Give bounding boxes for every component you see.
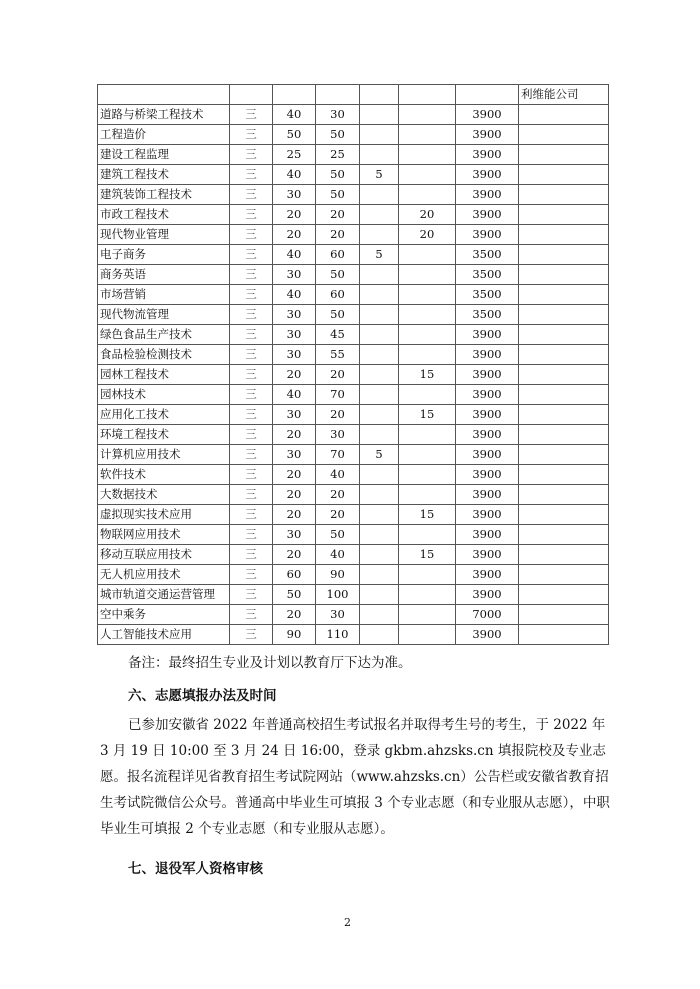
- cell-fee: 3500: [456, 245, 519, 265]
- cell-name: 建筑工程技术: [98, 165, 230, 185]
- cell-a: 30: [273, 405, 316, 425]
- cell-b: 25: [316, 145, 360, 165]
- cell-a: [273, 85, 316, 105]
- cell-a: 90: [273, 625, 316, 645]
- cell-c: [360, 265, 399, 285]
- cell-name: 计算机应用技术: [98, 445, 230, 465]
- cell-a: 25: [273, 145, 316, 165]
- cell-a: 30: [273, 325, 316, 345]
- cell-note: [519, 145, 609, 165]
- cell-a: 30: [273, 345, 316, 365]
- cell-name: 商务英语: [98, 265, 230, 285]
- cell-a: 20: [273, 425, 316, 445]
- cell-d: [399, 125, 456, 145]
- cell-a: 40: [273, 285, 316, 305]
- cell-note: [519, 185, 609, 205]
- cell-b: 50: [316, 265, 360, 285]
- cell-name: 建设工程监理: [98, 145, 230, 165]
- cell-note: [519, 425, 609, 445]
- table-row: [98, 585, 609, 605]
- cell-a: 20: [273, 505, 316, 525]
- cell-note: [519, 365, 609, 385]
- enrollment-plan-table: [97, 84, 609, 645]
- cell-c: 5: [360, 165, 399, 185]
- cell-a: 60: [273, 565, 316, 585]
- table-row: [98, 245, 609, 265]
- cell-name: 现代物流管理: [98, 305, 230, 325]
- cell-name: 道路与桥梁工程技术: [98, 105, 230, 125]
- cell-name: 环境工程技术: [98, 425, 230, 445]
- cell-note: [519, 245, 609, 265]
- table-row-continued: [98, 85, 609, 105]
- cell-years: 三: [230, 525, 273, 545]
- cell-c: 5: [360, 445, 399, 465]
- cell-a: 40: [273, 165, 316, 185]
- cell-c: [360, 405, 399, 425]
- section-7-heading: 七、退役军人资格审核: [128, 861, 263, 877]
- cell-d: [399, 385, 456, 405]
- cell-fee: 3900: [456, 625, 519, 645]
- cell-b: 110: [316, 625, 360, 645]
- cell-name: 市政工程技术: [98, 205, 230, 225]
- cell-b: 20: [316, 365, 360, 385]
- cell-fee: 3900: [456, 505, 519, 525]
- cell-note: [519, 605, 609, 625]
- cell-note: 利维能公司: [519, 85, 609, 105]
- cell-years: 三: [230, 465, 273, 485]
- cell-b: 50: [316, 525, 360, 545]
- table-row: [98, 305, 609, 325]
- cell-note: [519, 265, 609, 285]
- cell-d: [399, 445, 456, 465]
- cell-a: 50: [273, 585, 316, 605]
- cell-note: [519, 565, 609, 585]
- cell-b: 60: [316, 245, 360, 265]
- cell-name: 市场营销: [98, 285, 230, 305]
- table-row: [98, 125, 609, 145]
- cell-name: 软件技术: [98, 465, 230, 485]
- cell-fee: 3900: [456, 385, 519, 405]
- cell-b: 50: [316, 185, 360, 205]
- cell-a: 20: [273, 545, 316, 565]
- cell-fee: [456, 85, 519, 105]
- cell-b: 30: [316, 105, 360, 125]
- cell-a: 30: [273, 185, 316, 205]
- cell-years: [230, 85, 273, 105]
- cell-years: 三: [230, 145, 273, 165]
- cell-note: [519, 385, 609, 405]
- cell-c: [360, 185, 399, 205]
- cell-name: 物联网应用技术: [98, 525, 230, 545]
- cell-fee: 3900: [456, 105, 519, 125]
- cell-d: [399, 165, 456, 185]
- cell-c: [360, 585, 399, 605]
- cell-a: 30: [273, 445, 316, 465]
- cell-note: [519, 285, 609, 305]
- cell-c: [360, 505, 399, 525]
- section-6-heading: 六、志愿填报办法及时间: [128, 688, 277, 704]
- cell-name: 移动互联应用技术: [98, 545, 230, 565]
- cell-name: 园林工程技术: [98, 365, 230, 385]
- cell-b: 55: [316, 345, 360, 365]
- cell-d: 15: [399, 405, 456, 425]
- cell-fee: 3500: [456, 265, 519, 285]
- cell-a: 30: [273, 265, 316, 285]
- cell-b: 100: [316, 585, 360, 605]
- cell-fee: 3900: [456, 345, 519, 365]
- cell-years: 三: [230, 285, 273, 305]
- cell-note: [519, 465, 609, 485]
- cell-fee: 3900: [456, 485, 519, 505]
- cell-note: [519, 345, 609, 365]
- table-row: [98, 225, 609, 245]
- table-row: [98, 325, 609, 345]
- cell-name: 建筑装饰工程技术: [98, 185, 230, 205]
- cell-d: [399, 525, 456, 545]
- cell-years: 三: [230, 265, 273, 285]
- table-row: [98, 165, 609, 185]
- cell-a: 20: [273, 365, 316, 385]
- cell-note: [519, 325, 609, 345]
- cell-years: 三: [230, 325, 273, 345]
- cell-years: 三: [230, 205, 273, 225]
- cell-years: 三: [230, 445, 273, 465]
- cell-a: 30: [273, 305, 316, 325]
- cell-years: 三: [230, 565, 273, 585]
- table-row: [98, 525, 609, 545]
- cell-b: 20: [316, 405, 360, 425]
- cell-name: 应用化工技术: [98, 405, 230, 425]
- cell-years: 三: [230, 585, 273, 605]
- cell-c: [360, 205, 399, 225]
- cell-b: 50: [316, 305, 360, 325]
- cell-d: [399, 305, 456, 325]
- cell-note: [519, 585, 609, 605]
- table-row: [98, 625, 609, 645]
- cell-c: [360, 385, 399, 405]
- cell-d: 15: [399, 505, 456, 525]
- cell-c: [360, 525, 399, 545]
- cell-years: 三: [230, 425, 273, 445]
- cell-fee: 3900: [456, 205, 519, 225]
- cell-fee: 3500: [456, 285, 519, 305]
- cell-years: 三: [230, 485, 273, 505]
- cell-fee: 7000: [456, 605, 519, 625]
- cell-c: 5: [360, 245, 399, 265]
- cell-fee: 3900: [456, 405, 519, 425]
- cell-b: 70: [316, 385, 360, 405]
- cell-note: [519, 205, 609, 225]
- cell-fee: 3900: [456, 585, 519, 605]
- cell-b: 20: [316, 505, 360, 525]
- table-row: [98, 185, 609, 205]
- cell-b: 45: [316, 325, 360, 345]
- cell-note: [519, 105, 609, 125]
- cell-years: 三: [230, 385, 273, 405]
- cell-fee: 3900: [456, 225, 519, 245]
- cell-note: [519, 125, 609, 145]
- cell-c: [360, 365, 399, 385]
- table-row: [98, 545, 609, 565]
- cell-b: 50: [316, 125, 360, 145]
- table-row: [98, 485, 609, 505]
- cell-a: 20: [273, 225, 316, 245]
- cell-b: 20: [316, 225, 360, 245]
- cell-d: [399, 605, 456, 625]
- page-number: 2: [344, 916, 351, 929]
- cell-years: 三: [230, 625, 273, 645]
- cell-d: [399, 625, 456, 645]
- cell-c: [360, 325, 399, 345]
- cell-fee: 3500: [456, 305, 519, 325]
- cell-years: 三: [230, 125, 273, 145]
- table-row: [98, 265, 609, 285]
- cell-d: [399, 245, 456, 265]
- cell-b: 60: [316, 285, 360, 305]
- table-row: [98, 505, 609, 525]
- cell-c: [360, 145, 399, 165]
- cell-name: 虚拟现实技术应用: [98, 505, 230, 525]
- cell-d: 20: [399, 225, 456, 245]
- cell-name: 大数据技术: [98, 485, 230, 505]
- cell-name: 绿色食品生产技术: [98, 325, 230, 345]
- cell-d: [399, 105, 456, 125]
- cell-a: 20: [273, 465, 316, 485]
- cell-fee: 3900: [456, 565, 519, 585]
- cell-note: [519, 625, 609, 645]
- remark: 备注：最终招生专业及计划以教育厅下达为准。: [128, 655, 412, 671]
- cell-c: [360, 545, 399, 565]
- cell-d: [399, 285, 456, 305]
- cell-d: [399, 565, 456, 585]
- cell-note: [519, 305, 609, 325]
- cell-name: [98, 85, 230, 105]
- cell-c: [360, 425, 399, 445]
- cell-fee: 3900: [456, 425, 519, 445]
- cell-name: 空中乘务: [98, 605, 230, 625]
- table-row: [98, 385, 609, 405]
- cell-name: 工程造价: [98, 125, 230, 145]
- cell-c: [360, 625, 399, 645]
- cell-years: 三: [230, 185, 273, 205]
- cell-fee: 3900: [456, 145, 519, 165]
- cell-b: 40: [316, 545, 360, 565]
- cell-b: 70: [316, 445, 360, 465]
- cell-years: 三: [230, 405, 273, 425]
- cell-name: 城市轨道交通运营管理: [98, 585, 230, 605]
- cell-b: 20: [316, 485, 360, 505]
- cell-fee: 3900: [456, 545, 519, 565]
- cell-years: 三: [230, 345, 273, 365]
- cell-c: [360, 605, 399, 625]
- table-row: [98, 105, 609, 125]
- cell-b: [316, 85, 360, 105]
- cell-d: [399, 185, 456, 205]
- table-row: [98, 205, 609, 225]
- cell-fee: 3900: [456, 365, 519, 385]
- cell-d: [399, 145, 456, 165]
- cell-d: [399, 485, 456, 505]
- cell-years: 三: [230, 305, 273, 325]
- cell-c: [360, 125, 399, 145]
- table-row: [98, 445, 609, 465]
- cell-note: [519, 165, 609, 185]
- cell-a: 20: [273, 605, 316, 625]
- cell-years: 三: [230, 605, 273, 625]
- cell-fee: 3900: [456, 325, 519, 345]
- cell-years: 三: [230, 225, 273, 245]
- cell-a: 20: [273, 205, 316, 225]
- table-row: [98, 285, 609, 305]
- cell-note: [519, 485, 609, 505]
- table-row: [98, 365, 609, 385]
- cell-note: [519, 545, 609, 565]
- cell-note: [519, 225, 609, 245]
- cell-a: 40: [273, 385, 316, 405]
- cell-b: 30: [316, 605, 360, 625]
- table-row: [98, 345, 609, 365]
- cell-d: [399, 585, 456, 605]
- cell-d: [399, 465, 456, 485]
- table-row: [98, 465, 609, 485]
- cell-a: 50: [273, 125, 316, 145]
- cell-d: [399, 265, 456, 285]
- cell-c: [360, 465, 399, 485]
- cell-c: [360, 285, 399, 305]
- cell-b: 30: [316, 425, 360, 445]
- cell-years: 三: [230, 365, 273, 385]
- cell-d: 15: [399, 365, 456, 385]
- table-row: [98, 565, 609, 585]
- section-6-body: 已参加安徽省 2022 年普通高校招生考试报名并取得考生号的考生，于 2022 年 3 月 19 日 10:00 至 3 月 24 日 16:00，登录 gkbm.ahzsks.cn 填报院校及专业志愿。报名流程详见省教育招生考试院网站（www.ahzsks.cn）公告栏或安徽省教育招生考试院微信公众号。普通高中毕业生可填报 3 个专业志愿（和专业服从志愿），中职毕业生可填报 2 个专业志愿（和专业服从志愿）。: [100, 717, 610, 837]
- cell-c: [360, 225, 399, 245]
- cell-name: 人工智能技术应用: [98, 625, 230, 645]
- cell-c: [360, 565, 399, 585]
- cell-years: 三: [230, 105, 273, 125]
- cell-a: 30: [273, 525, 316, 545]
- cell-a: 40: [273, 245, 316, 265]
- cell-note: [519, 525, 609, 545]
- cell-years: 三: [230, 245, 273, 265]
- cell-name: 现代物业管理: [98, 225, 230, 245]
- cell-d: 20: [399, 205, 456, 225]
- cell-c: [360, 305, 399, 325]
- cell-name: 电子商务: [98, 245, 230, 265]
- cell-fee: 3900: [456, 525, 519, 545]
- cell-c: [360, 105, 399, 125]
- table-row: [98, 145, 609, 165]
- cell-a: 40: [273, 105, 316, 125]
- cell-b: 40: [316, 465, 360, 485]
- cell-name: 无人机应用技术: [98, 565, 230, 585]
- cell-note: [519, 445, 609, 465]
- table-row: [98, 405, 609, 425]
- cell-d: [399, 85, 456, 105]
- cell-fee: 3900: [456, 185, 519, 205]
- cell-name: 食品检验检测技术: [98, 345, 230, 365]
- cell-c: [360, 85, 399, 105]
- cell-years: 三: [230, 545, 273, 565]
- table-row: [98, 425, 609, 445]
- cell-fee: 3900: [456, 165, 519, 185]
- cell-fee: 3900: [456, 125, 519, 145]
- cell-d: [399, 425, 456, 445]
- cell-note: [519, 505, 609, 525]
- cell-fee: 3900: [456, 465, 519, 485]
- cell-fee: 3900: [456, 445, 519, 465]
- cell-d: 15: [399, 545, 456, 565]
- cell-c: [360, 485, 399, 505]
- table-row: [98, 605, 609, 625]
- cell-b: 90: [316, 565, 360, 585]
- cell-c: [360, 345, 399, 365]
- cell-years: 三: [230, 165, 273, 185]
- cell-b: 20: [316, 205, 360, 225]
- cell-a: 20: [273, 485, 316, 505]
- cell-b: 50: [316, 165, 360, 185]
- cell-name: 园林技术: [98, 385, 230, 405]
- cell-d: [399, 345, 456, 365]
- cell-d: [399, 325, 456, 345]
- cell-note: [519, 405, 609, 425]
- cell-years: 三: [230, 505, 273, 525]
